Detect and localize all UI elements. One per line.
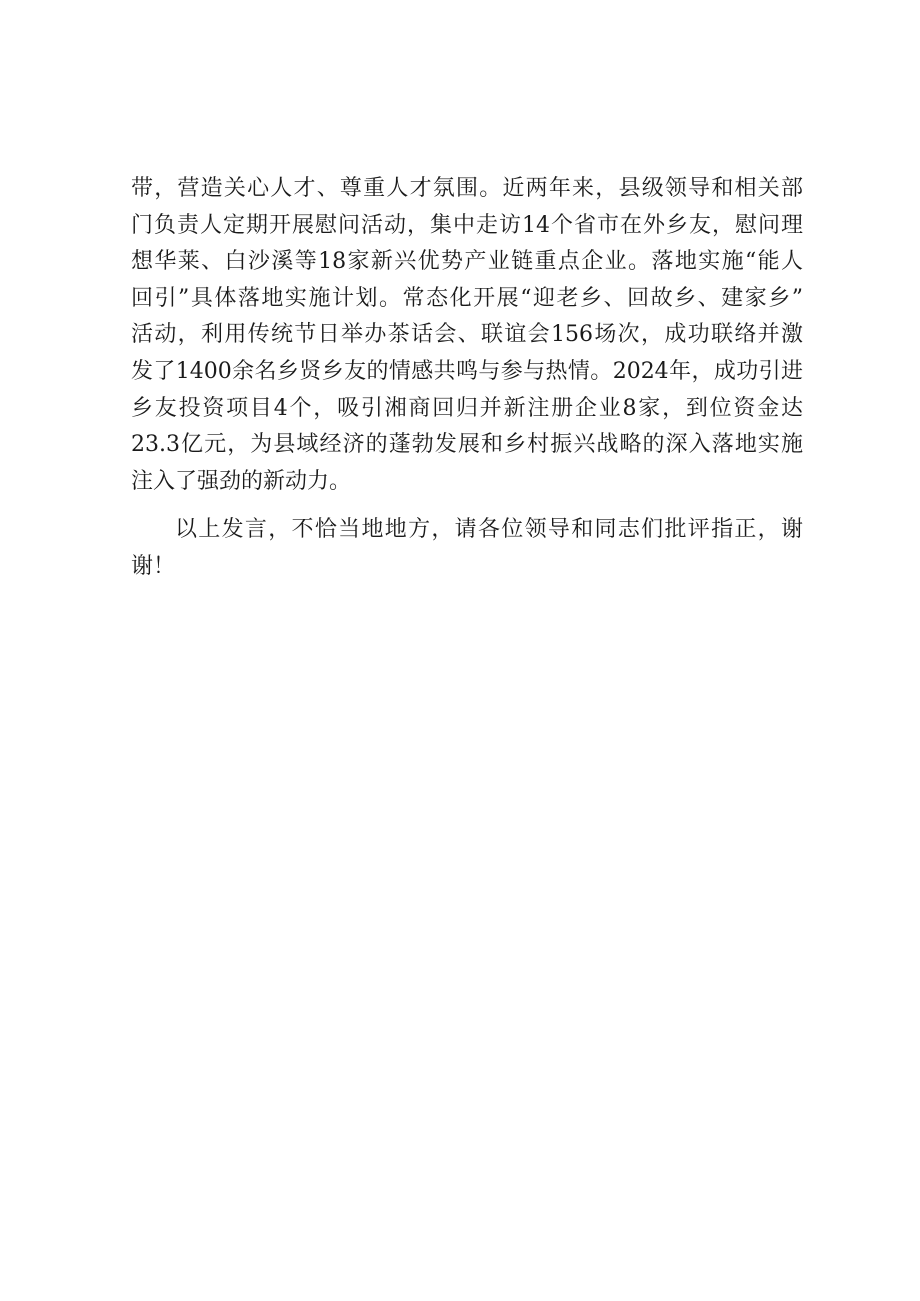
text-line: 想华莱、白沙溪等18家新兴优势产业链重点企业。落地实施“能人 [131, 249, 803, 275]
paragraph-spacer [131, 500, 803, 512]
text-line: 发了1400余名乡贤乡友的情感共鸣与参与热情。2024年，成功引进 [131, 358, 803, 384]
text-line: 乡友投资项目4个，吸引湘商回归并新注册企业8家，到位资金达 [131, 395, 803, 421]
text-line: 23.3亿元，为县域经济的蓬勃发展和乡村振兴战略的深入落地实施 [131, 432, 803, 458]
text-line: 活动，利用传统节日举办茶话会、联谊会156场次，成功联络并激 [131, 322, 803, 348]
text-line: 以上发言，不恰当地地方，请各位领导和同志们批评指正，谢 [175, 517, 803, 543]
text-line: 谢！ [131, 553, 176, 579]
text-line: 回引”具体落地实施计划。常态化开展“迎老乡、回故乡、建家乡” [131, 285, 803, 311]
text-line: 带，营造关心人才、尊重人才氛围。近两年来，县级领导和相关部 [131, 176, 803, 201]
paragraph-achievements [131, 171, 803, 500]
text-line: 注入了强劲的新动力。 [131, 468, 352, 494]
text-line: 门负责人定期开展慰问活动，集中走访14个省市在外乡友，慰问理 [131, 212, 803, 238]
paragraph-closing [131, 512, 803, 585]
document-body [131, 171, 803, 586]
